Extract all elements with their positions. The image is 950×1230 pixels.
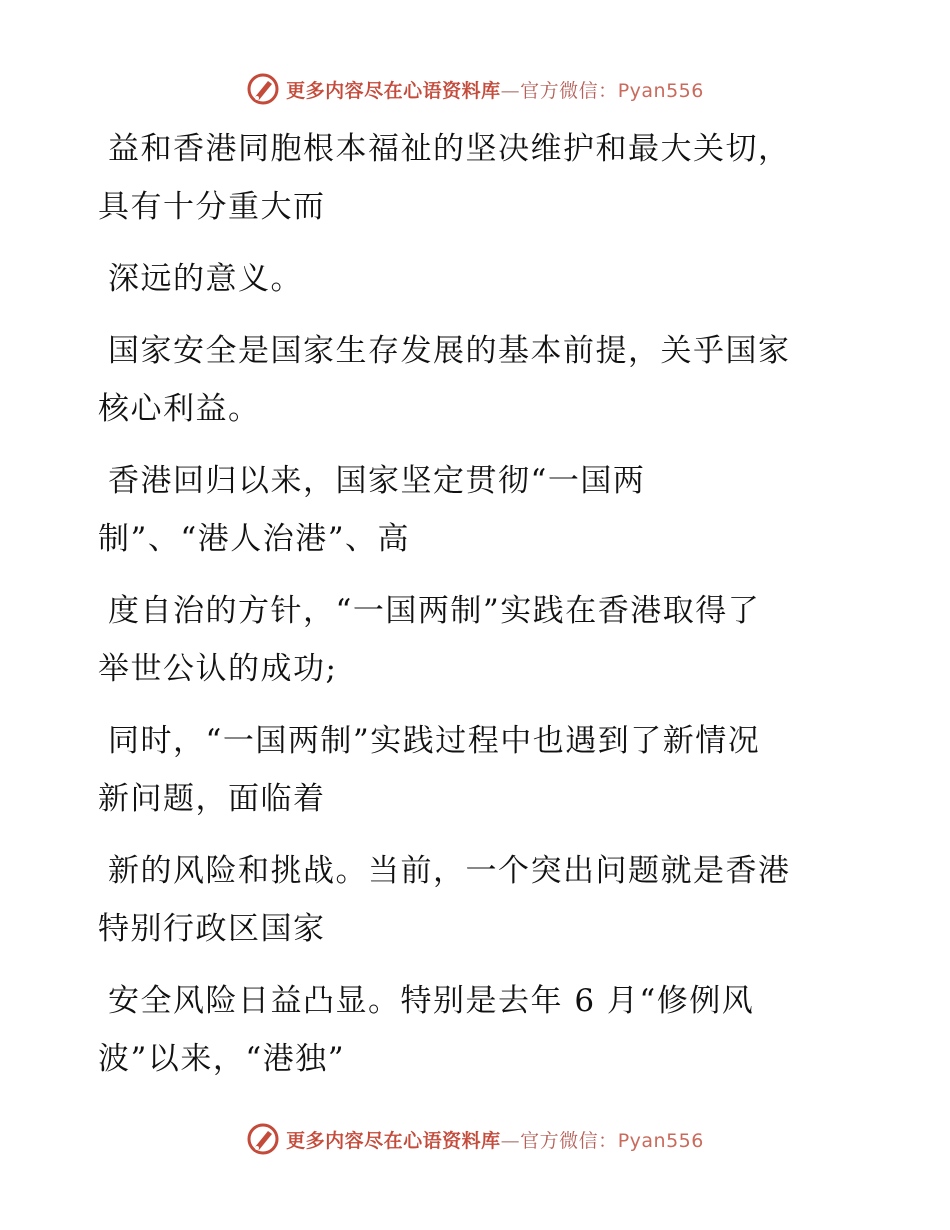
text-line: 同时，“一国两制”实践过程中也遇到了新情况 (108, 723, 761, 759)
paragraph (98, 712, 838, 828)
text-line: 香港回归以来，国家坚定贯彻“一国两 (108, 463, 646, 499)
pen-logo-icon (246, 72, 280, 106)
watermark-wechat-label: 官方微信： (520, 79, 618, 102)
paragraph (98, 582, 838, 698)
header-watermark (0, 72, 950, 106)
text-line: 波”以来，“港独” (98, 1041, 346, 1077)
document-body (98, 120, 838, 1102)
pen-logo-icon (246, 1122, 280, 1156)
paragraph (98, 322, 838, 438)
watermark-wechat-id: Pyan556 (617, 1129, 704, 1152)
paragraph (98, 250, 838, 308)
text-line: 深远的意义。 (108, 261, 303, 297)
watermark-wechat-label: 官方微信： (520, 1129, 618, 1152)
watermark-brand: 更多内容尽在心语资料库 (286, 1129, 501, 1152)
watermark-dash: — (500, 1129, 521, 1152)
text-line: 特别行政区国家 (98, 911, 326, 947)
watermark-brand: 更多内容尽在心语资料库 (286, 79, 501, 102)
text-line: 益和香港同胞根本福祉的坚决维护和最大关切， (108, 131, 791, 167)
text-line: 举世公认的成功; (98, 651, 338, 687)
text-line: 度自治的方针，“一国两制”实践在香港取得了 (108, 593, 761, 629)
text-line: 新的风险和挑战。当前，一个突出问题就是香港 (108, 853, 791, 889)
text-line: 具有十分重大而 (98, 189, 326, 225)
paragraph (98, 842, 838, 958)
text-line: 新问题，面临着 (98, 781, 326, 817)
text-line: 安全风险日益凸显。特别是去年 6 月“修例风 (108, 983, 755, 1019)
text-line: 制”、“港人治港”、高 (98, 521, 411, 557)
paragraph (98, 452, 838, 568)
footer-watermark (0, 1122, 950, 1156)
watermark-wechat-id: Pyan556 (617, 79, 704, 102)
watermark-dash: — (500, 79, 521, 102)
paragraph (98, 120, 838, 236)
paragraph (98, 972, 838, 1088)
text-line: 国家安全是国家生存发展的基本前提，关乎国家 (108, 333, 791, 369)
text-line: 核心利益。 (98, 391, 261, 427)
